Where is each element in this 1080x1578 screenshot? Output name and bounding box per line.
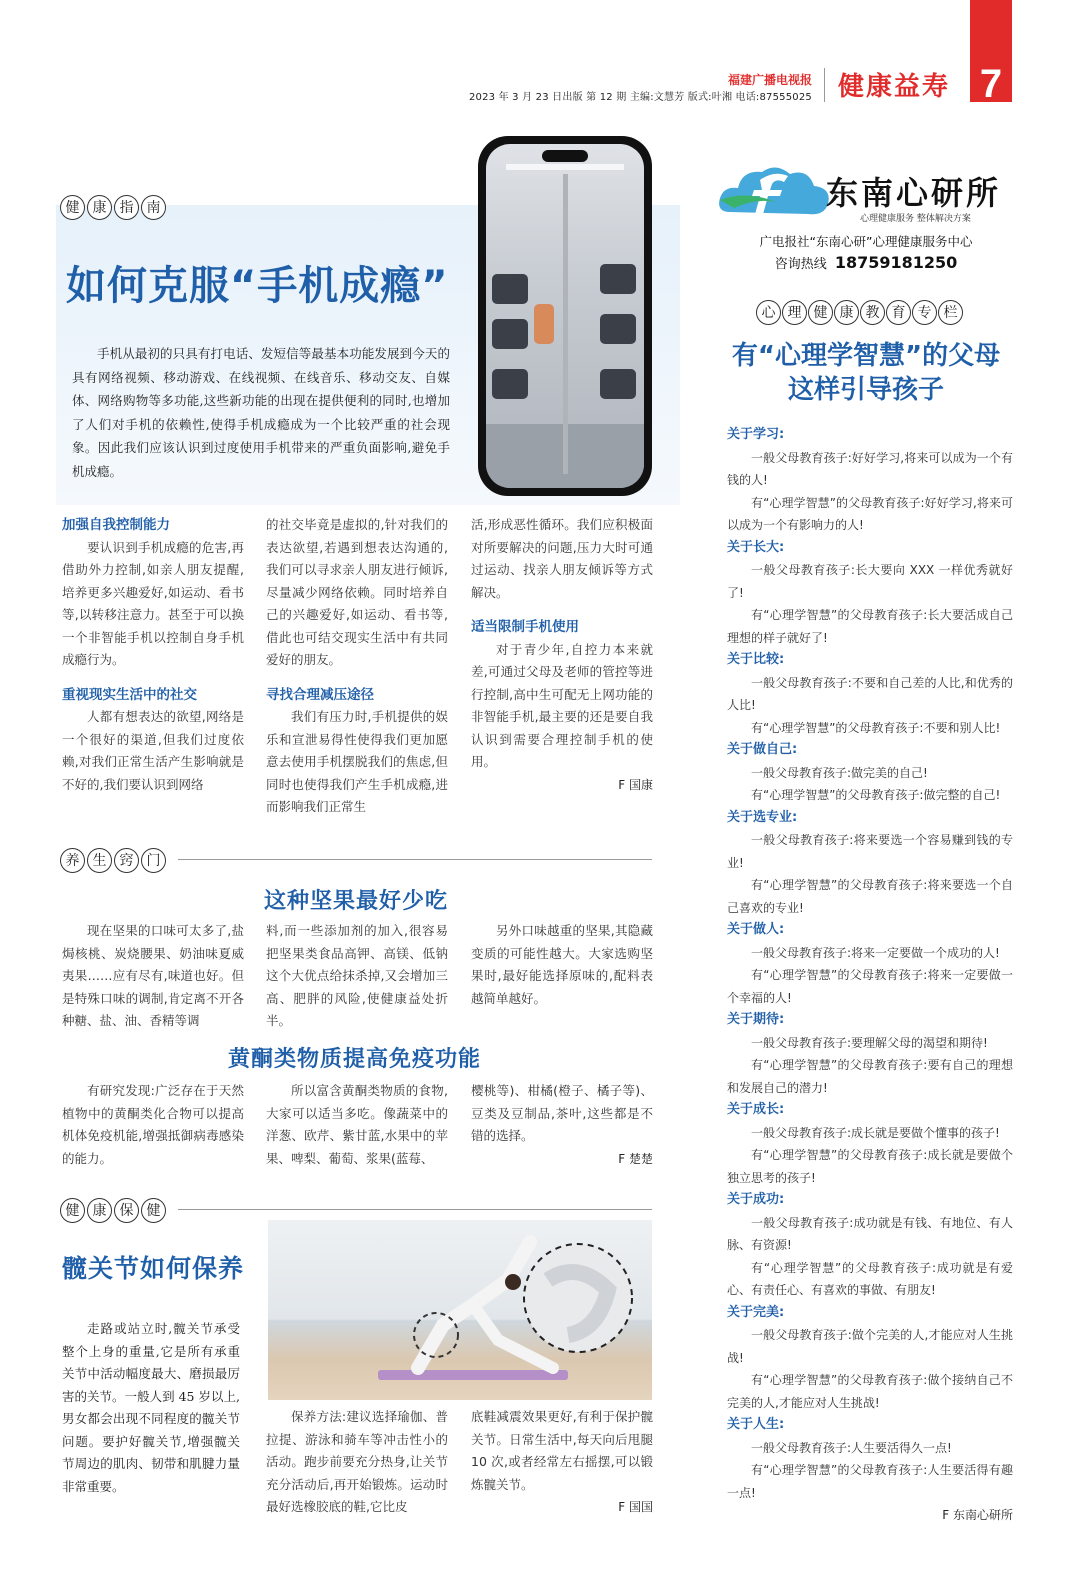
tag-char: 教 bbox=[860, 300, 885, 325]
yoga-mat bbox=[378, 1370, 568, 1380]
paragraph: 有“心理学智慧”的父母教育孩子:将来一定要做一个幸福的人! bbox=[727, 968, 1013, 1005]
paragraph: 对于青少年,自控力本来就差,可通过父母及老师的管控等进行控制,高中生可配无上网功能的非智能手机,最主要的还是要自我认识到需要合理控制手机的使用。 bbox=[471, 641, 653, 769]
subheading: 关于比较: bbox=[727, 652, 785, 667]
tag-health-tips bbox=[60, 848, 166, 873]
tag-char: 康 bbox=[87, 1198, 112, 1223]
hotline-number[interactable]: 18759181250 bbox=[834, 253, 958, 272]
psych-title-line1: 有“心理学智慧”的父母 bbox=[731, 341, 1001, 371]
subheading: 重视现实生活中的社交 bbox=[62, 686, 197, 703]
paragraph: 所以富含黄酮类物质的食物,大家可以适当多吃。像蔬菜中的洋葱、欧芹、紫甘蓝,水果中的苹果、啤梨、葡萄、浆果(蓝莓、 bbox=[266, 1083, 448, 1166]
paragraph: 底鞋减震效果更好,有利于保护髋关节。日常生活中,每天向后甩腿 10 次,或者经常左右摇摆,可以锻炼髋关节。 bbox=[471, 1409, 653, 1492]
psych-title-line2: 这样引导孩子 bbox=[787, 375, 944, 405]
subheading: 关于学习: bbox=[727, 427, 785, 442]
subheading: 关于成功: bbox=[727, 1192, 785, 1207]
paragraph: 一般父母教育孩子:将来一定要做一个成功的人! bbox=[751, 945, 1000, 960]
subheading: 关于期待: bbox=[727, 1012, 785, 1027]
yoga-illustration bbox=[268, 1220, 652, 1400]
flavonoid-col3 bbox=[471, 1080, 653, 1170]
subheading: 关于人生: bbox=[727, 1417, 785, 1432]
tag-char: 健 bbox=[60, 1198, 85, 1223]
hotline-label: 咨询热线 bbox=[774, 257, 827, 272]
tag-char: 健 bbox=[60, 195, 85, 220]
paragraph: 有“心理学智慧”的父母教育孩子:要有自己的理想和发展自己的潜力! bbox=[727, 1058, 1013, 1095]
nuts-col2 bbox=[266, 920, 448, 1033]
yoga-head bbox=[505, 1274, 521, 1290]
paragraph: 樱桃等)、柑橘(橙子、橘子等)、豆类及豆制品,茶叶,这些都是不错的选择。 bbox=[471, 1083, 653, 1143]
article-intro: 手机从最初的只具有打电话、发短信等最基本功能发展到今天的具有网络视频、移动游戏、在线视频、在线音乐、移动交友、自媒体、网络购物等多功能,这些新功能的出现在提供便利的同时,也增加了人们对手机的依赖性,使得手机成瘾成为一个比较严重的社会现象。因此我们应该认识到过度使用手机带来的严重负面影响,避免手机成瘾。 bbox=[72, 346, 450, 479]
subheading: 适当限制手机使用 bbox=[471, 619, 579, 635]
logo-subtitle: 心理健康服务 整体解决方案 bbox=[860, 214, 971, 224]
paragraph: 一般父母教育孩子:成功就是有钱、有地位、有人脉、有资源! bbox=[727, 1215, 1013, 1252]
phone-image bbox=[478, 136, 652, 496]
psych-body bbox=[727, 424, 1013, 1527]
tag-psych-column bbox=[756, 300, 963, 325]
tag-char: 康 bbox=[87, 195, 112, 220]
nuts-col3 bbox=[471, 920, 653, 1010]
hip-col2 bbox=[266, 1406, 448, 1519]
article1-col2 bbox=[266, 514, 448, 819]
paragraph: 一般父母教育孩子:成长就是要做个懂事的孩子! bbox=[751, 1125, 1000, 1140]
paragraph: 一般父母教育孩子:要理解父母的渴望和期待! bbox=[751, 1035, 988, 1050]
tag-char: 理 bbox=[782, 300, 807, 325]
section-rule bbox=[178, 1209, 652, 1210]
hip-intro: 走路或站立时,髋关节承受整个上身的重量,它是所有承重关节中活动幅度最大、磨损最厉害的关节。一般人到 45 岁以上,男女都会出现不同程度的髋关节问题。要护好髋关节,增强髋关节周边的肌肉、韧带和肌腱力量非常重要。 bbox=[62, 1321, 240, 1494]
paragraph: 的社交毕竟是虚拟的,针对我们的表达欲望,若遇到想表达沟通的,我们可以寻求亲人朋友进行倾诉,尽量减少网络依赖。同时培养自己的兴趣爱好,如运动、看书等,借此也可结交现实生活中有共同爱好的朋友。 bbox=[266, 517, 448, 667]
byline: F 楚楚 bbox=[618, 1151, 653, 1166]
hip-title: 髋关节如何保养 bbox=[62, 1254, 245, 1283]
subheading: 关于选专业: bbox=[727, 809, 798, 825]
paragraph: 有“心理学智慧”的父母教育孩子:做完整的自己! bbox=[751, 788, 1001, 802]
nuts-col1 bbox=[62, 920, 244, 1033]
paragraph: 有“心理学智慧”的父母教育孩子:成功就是有爱心、有责任心、有喜欢的事做、有朋友! bbox=[727, 1260, 1013, 1297]
tag-char: 指 bbox=[114, 195, 139, 220]
subheading: 关于完美: bbox=[727, 1304, 785, 1320]
tag-char: 栏 bbox=[938, 300, 963, 325]
paper-name: 福建广播电视报 bbox=[727, 73, 812, 87]
paragraph: 一般父母教育孩子:人生要活得久一点! bbox=[751, 1440, 952, 1455]
paragraph: 有“心理学智慧”的父母教育孩子:将来要选一个自己喜欢的专业! bbox=[727, 878, 1013, 915]
paragraph: 有“心理学智慧”的父母教育孩子:人生要活得有趣一点! bbox=[727, 1463, 1013, 1500]
logo-cloud-icon bbox=[716, 160, 834, 222]
paragraph: 有“心理学智慧”的父母教育孩子:成长就是要做个独立思考的孩子! bbox=[727, 1148, 1013, 1185]
logo-text: 东南心研所 bbox=[826, 174, 1002, 212]
paragraph: 有“心理学智慧”的父母教育孩子:长大要活成自己理想的样子就好了! bbox=[727, 608, 1013, 645]
paragraph: 一般父母教育孩子:做个完美的人,才能应对人生挑战! bbox=[727, 1328, 1013, 1365]
byline: F 东南心研所 bbox=[942, 1508, 1013, 1522]
paragraph: 我们有压力时,手机提供的娱乐和宣泄易得性使得我们更加愿意去使用手机摆脱我们的焦虑,但同时也使得我们产生手机成瘾,进而影响我们正常生 bbox=[266, 709, 448, 814]
subheading: 关于成长: bbox=[727, 1102, 785, 1117]
paragraph: 要认识到手机成瘾的危害,再借助外力控制,如亲人朋友提醒,培养更多兴趣爱好,如运动、看书等,以转移注意力。甚至于可以换一个非智能手机以控制自身手机成瘾行为。 bbox=[62, 539, 244, 667]
paragraph: 有“心理学智慧”的父母教育孩子:好好学习,将来可以成为一个有影响力的人! bbox=[727, 495, 1013, 532]
byline: F 国国 bbox=[618, 1500, 653, 1514]
flavonoid-title: 黄酮类物质提高免疫功能 bbox=[228, 1047, 482, 1072]
header-divider bbox=[824, 68, 825, 102]
subheading: 寻找合理减压途径 bbox=[266, 686, 374, 703]
paragraph: 现在坚果的口味可太多了,盐焗核桃、炭烧腰果、奶油味夏威夷果……应有尽有,味道也好。但是特殊口味的调制,肯定离不开各种糖、盐、油、香精等调 bbox=[62, 923, 244, 1028]
paragraph: 有研究发现:广泛存在于天然植物中的黄酮类化合物可以提高机体免疫机能,增强抵御病毒感染的能力。 bbox=[62, 1083, 244, 1166]
paragraph: 活,形成恶性循环。我们应积极面对所要解决的问题,压力大时可通过运动、找亲人朋友倾诉等方式解决。 bbox=[471, 517, 653, 600]
tag-char: 专 bbox=[912, 300, 937, 325]
tag-health-guide bbox=[60, 195, 166, 220]
tag-char: 育 bbox=[886, 300, 911, 325]
tag-char: 窍 bbox=[114, 848, 139, 873]
paragraph: 有“心理学智慧”的父母教育孩子:不要和别人比! bbox=[751, 720, 1001, 735]
paragraph: 保养方法:建议选择瑜伽、普拉提、游泳和骑车等冲击性小的活动。跑步前要充分热身,让关节充分活动后,再开始锻炼。运动时最好选橡胶底的鞋,它比皮 bbox=[266, 1409, 448, 1514]
issue-meta: 2023 年 3 月 23 日出版 第 12 期 主编:文慧芳 版式:叶湘 电话:87555025 bbox=[468, 92, 812, 103]
byline: F 国康 bbox=[618, 777, 653, 792]
hotline bbox=[716, 253, 1016, 272]
article1-col3 bbox=[471, 514, 653, 796]
tag-char: 健 bbox=[808, 300, 833, 325]
article-title: 如何克服“手机成瘾” bbox=[66, 263, 449, 309]
tag-health-care bbox=[60, 1198, 166, 1223]
tag-char: 门 bbox=[141, 848, 166, 873]
section-rule bbox=[178, 859, 652, 860]
paragraph: 另外口味越重的坚果,其隐藏变质的可能性越大。大家选购坚果时,最好能选择原味的,配料表越简单越好。 bbox=[471, 923, 653, 1006]
article1-col1 bbox=[62, 514, 244, 796]
subheading: 关于做人: bbox=[727, 922, 785, 937]
paragraph: 一般父母教育孩子:不要和自己差的人比,和优秀的人比! bbox=[727, 675, 1013, 712]
paragraph: 人都有想表达的欲望,网络是一个很好的渠道,但我们过度依赖,对我们正常生活产生影响就是不好的,我们要认识到网络 bbox=[62, 709, 244, 792]
yoga-image bbox=[268, 1220, 652, 1400]
flavonoid-col1 bbox=[62, 1080, 244, 1170]
subheading: 关于长大: bbox=[727, 539, 785, 555]
tag-char: 心 bbox=[756, 300, 781, 325]
subway-scene bbox=[486, 144, 644, 488]
tag-char: 康 bbox=[834, 300, 859, 325]
flavonoid-col2 bbox=[266, 1080, 448, 1170]
section-title: 健康益寿 bbox=[838, 72, 951, 102]
hip-col3 bbox=[471, 1406, 653, 1519]
subheading: 关于做自己: bbox=[727, 742, 798, 757]
paragraph: 一般父母教育孩子:做完美的自己! bbox=[751, 765, 928, 780]
paragraph: 一般父母教育孩子:将来要选一个容易赚到钱的专业! bbox=[727, 833, 1013, 870]
tag-char: 生 bbox=[87, 848, 112, 873]
tag-char: 健 bbox=[141, 1198, 166, 1223]
paragraph: 一般父母教育孩子:好好学习,将来可以成为一个有钱的人! bbox=[727, 450, 1013, 487]
paragraph: 料,而一些添加剂的加入,很容易把坚果类食品高钾、高镁、低钠这个大优点给抹杀掉,又会增加三高、肥胖的风险,使健康益处折半。 bbox=[266, 923, 448, 1028]
tag-char: 保 bbox=[114, 1198, 139, 1223]
page-number: 7 bbox=[970, 0, 1012, 102]
paragraph: 有“心理学智慧”的父母教育孩子:做个接纳自己不完美的人,才能应对人生挑战! bbox=[727, 1373, 1013, 1410]
subheading: 加强自我控制能力 bbox=[62, 517, 170, 533]
tag-char: 养 bbox=[60, 848, 85, 873]
center-name: 广电报社“东南心研”心理健康服务中心 bbox=[759, 234, 973, 249]
tag-char: 南 bbox=[141, 195, 166, 220]
nuts-title: 这种坚果最好少吃 bbox=[264, 889, 449, 914]
paragraph: 一般父母教育孩子:长大要向 XXX 一样优秀就好了! bbox=[727, 563, 1013, 600]
